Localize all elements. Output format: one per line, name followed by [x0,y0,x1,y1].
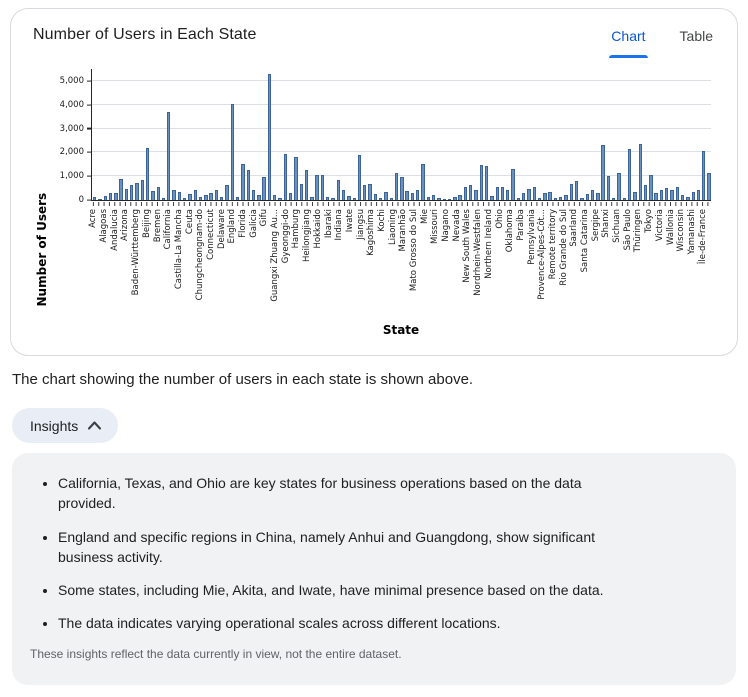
bar [543,193,546,200]
x-tick-label: Wallonia [665,209,676,245]
bar [601,145,604,200]
y-tick-label: 3,000 [59,123,84,134]
x-tick-label: Northern Ireland [483,209,494,279]
x-tick-label: Chungcheongnam-do [195,209,206,301]
x-tick-label: Missouri [430,209,441,244]
bar [247,170,250,200]
bar [665,188,668,200]
x-tick-label: Mato Grosso do Sul [409,209,420,292]
x-tick-label: Bremen [152,209,163,243]
y-tick-label: 1,000 [59,171,84,182]
tab-chart[interactable] [609,28,647,58]
bar [427,197,430,200]
x-tick-label: Nagano [441,209,452,242]
bar [135,183,138,200]
insight-item: • Some states, including Mie, Akita, and Iwate, have minimal presence based on the data. [58,580,638,600]
bar [697,190,700,200]
bar [654,193,657,200]
bar [305,170,308,200]
bar [331,198,334,200]
x-axis-title: State [382,323,420,337]
x-tick-label: Andalucia [109,209,120,251]
bar [268,74,271,200]
bar [114,193,117,200]
bar [474,190,477,200]
bar [411,193,414,200]
bar [633,192,636,200]
plot-area [59,69,711,205]
bar [480,165,483,200]
bar [151,191,154,200]
bar [501,187,504,200]
bar [310,197,313,200]
x-tick-label: Galicia [248,209,259,238]
x-tick-label: Gyeonggi-do [280,209,291,264]
bar [469,185,472,200]
x-tick-label: Thüringen [633,209,644,253]
bar [353,198,356,200]
bar [421,164,424,200]
bar [564,195,567,200]
bar [702,151,705,200]
x-tick-label: Beijing [141,209,152,238]
x-tick-label: Nevada [451,209,462,242]
bar [405,191,408,200]
bar [591,190,594,200]
bar [517,198,520,200]
bar [432,195,435,200]
bar [167,112,170,200]
bar [586,194,589,200]
x-tick-label: Sergipe [590,209,601,242]
bar [485,166,488,200]
bar [538,198,541,200]
bar [464,187,467,200]
insight-item: • California, Texas, and Ohio are key states for business operations based on the data provided. [58,473,638,514]
insights-toggle-button[interactable] [12,408,118,443]
bar [707,173,710,200]
bar [204,195,207,200]
chart-card [10,8,738,356]
bar [490,196,493,200]
bar [215,190,218,200]
bar [294,157,297,200]
bar [146,148,149,200]
bar [628,149,631,200]
x-tick-label: Heilongjiang [302,209,313,263]
x-tick-label: Iwate [344,209,355,233]
bar [384,192,387,200]
x-tick-label: Jiangsu [355,209,366,240]
x-tick-label: Maranhão [398,209,409,252]
bar-chart [11,61,739,353]
x-tick-label: Paraíba [515,209,526,241]
bar [326,197,329,200]
bar [252,190,255,200]
x-tick-label: Gifu [259,209,270,227]
x-tick-label: Yamanashi [686,209,697,255]
bar [623,198,626,200]
x-tick-label: Wisconsin [676,209,687,252]
bar [660,190,663,200]
insights-button-label: Insights [30,417,79,434]
bar [527,189,530,200]
x-tick-label: Hokkaido [312,209,323,249]
bar [379,198,382,200]
bar [284,154,287,200]
bar [209,193,212,200]
bar [400,177,403,200]
bar [257,195,260,200]
bar [157,187,160,200]
bar [416,190,419,200]
bar [342,190,345,200]
bar [300,184,303,200]
x-tick-label: Ceuta [184,209,195,235]
bar [548,192,551,200]
bar [278,198,281,200]
bar [644,185,647,200]
bar [236,197,239,200]
x-tick-label: Kochi [376,209,387,232]
bar [321,175,324,200]
bar [262,177,265,200]
bar [188,194,191,200]
active-tab-underline [609,55,647,58]
x-tick-label: New South Wales [462,209,473,283]
x-tick-label: Alagoas [99,209,110,243]
bar [575,181,578,200]
x-tick-label: Baden-Württemberg [131,209,142,296]
x-tick-label: Oklahoma [505,209,516,253]
bar [448,199,451,200]
bar [231,104,234,200]
x-tick-label: Pennsylvania [526,209,537,265]
x-tick-label: Île-de-France [697,209,708,265]
bar [692,192,695,200]
bar [443,199,446,200]
x-tick-label: Kagoshima [366,209,377,256]
bar [220,197,223,200]
x-tick-label: Victoria [654,209,665,242]
y-tick-label: 5,000 [59,75,84,86]
x-tick-label: Florida [238,209,249,238]
chevron-up-icon [87,420,102,431]
bar [676,187,679,200]
bar [315,175,318,200]
bar [686,197,689,200]
bar [596,193,599,200]
bar [273,195,276,200]
view-tabs [609,28,715,58]
bar [607,176,610,200]
x-tick-label: São Paulo [622,209,633,251]
bar [559,197,562,200]
y-axis-title: Number of Users [35,192,49,307]
x-tick-label: Ohio [494,209,505,229]
tab-chart-label: Chart [611,28,646,44]
bar [93,197,96,200]
x-tick-label: Indiana [334,209,345,241]
bar [458,195,461,200]
bar [141,180,144,200]
bar [347,196,350,200]
x-tick-label: Provence-Alpes-Côt... [537,209,548,300]
x-tick-label: Hamburg [291,209,302,249]
x-tick-label: Liaoning [387,209,398,246]
bar [194,190,197,200]
bar [612,198,615,200]
x-tick-label: Saarland [569,209,580,247]
x-tick-label: Shanxi [601,209,612,238]
bar [241,164,244,200]
tab-table-label: Table [679,28,713,44]
bar [199,197,202,200]
x-tick-label: Sichuan [612,209,623,243]
bar [617,173,620,200]
x-tick-label: England [227,209,238,244]
bar [649,175,652,200]
bar [119,179,122,200]
bar [570,184,573,200]
bar [522,193,525,200]
chart-caption: The chart showing the number of users in each state is shown above. [12,371,474,388]
y-tick-label: 4,000 [59,99,84,110]
bar [506,190,509,200]
bar [368,184,371,200]
bar [395,173,398,200]
y-tick-label: 2,000 [59,147,84,158]
x-tick-labels [88,209,708,317]
bar [104,196,107,200]
x-tick-marks [91,202,711,206]
x-tick-label: Acre [88,209,99,228]
x-tick-label: Delaware [216,209,227,250]
bar [109,193,112,200]
insight-item: • England and specific regions in China, namely Anhui and Guangdong, show significant business activity. [58,527,638,568]
bar [681,195,684,200]
bar [125,189,128,200]
bar [172,190,175,200]
bar [533,187,536,200]
bar [130,185,133,200]
bar [453,197,456,200]
x-tick-label: Guangxi Zhuang Au... [270,209,281,302]
chart-title: Number of Users in Each State [33,26,257,43]
bar [289,193,292,200]
bar [639,144,642,200]
x-tick-label: Santa Catarina [580,209,591,273]
insight-item: • The data indicates varying operational scales across different locations. [58,613,638,633]
bar [670,190,673,200]
x-tick-label: Mie [419,209,430,224]
bar [437,198,440,200]
bar [374,194,377,200]
bar [178,192,181,200]
bar [337,180,340,200]
bar [183,198,186,200]
bar [225,185,228,200]
bar [358,155,361,200]
bar [98,199,101,200]
x-tick-label: Remote territory [547,209,558,280]
bar [496,187,499,200]
x-tick-label: Ibaraki [323,209,334,239]
insights-list [58,473,708,634]
chart-card-header [11,9,737,61]
bar [363,185,366,200]
bar [390,198,393,200]
bar [511,169,514,200]
bar [554,198,557,200]
x-tick-label: Rio Grande do Sul [558,209,569,286]
y-tick-label: 0 [78,195,84,205]
x-tick-label: Connecticut [205,209,216,260]
x-tick-label: Tokyo [644,209,655,233]
x-tick-label: Arizona [120,209,131,241]
bar [162,198,165,200]
insights-panel [12,453,736,685]
bar [580,198,583,200]
tab-table[interactable] [678,28,715,58]
x-tick-label: Nordrhein-Westfalen [473,209,484,296]
x-tick-label: Castilla-La Mancha [173,209,184,290]
x-tick-label: California [163,209,174,250]
bars [92,69,711,200]
insights-footnote: These insights reflect the data currently in view, not the entire dataset. [30,646,402,661]
